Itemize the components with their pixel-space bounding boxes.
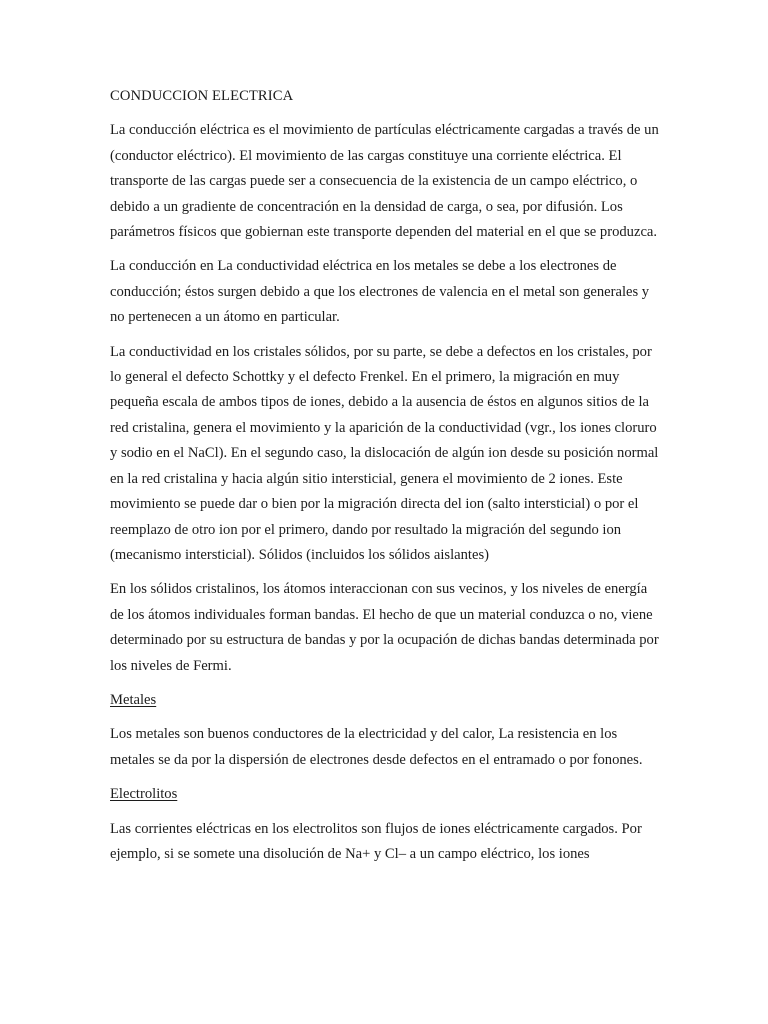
paragraph-band-structure: En los sólidos cristalinos, los átomos interaccionan con sus vecinos, y los niveles de energía de los átomos individuales forman bandas. El hecho de que un material conduzca o no, viene determinado por su estructura de bandas y por la ocupación de dichas bandas determinada por los niveles de Fermi. (110, 581, 659, 674)
document-title: CONDUCCION ELECTRICA (110, 88, 294, 104)
paragraph-metal-conductivity: La conducción en La conductividad eléctrica en los metales se debe a los electrones de conducción; éstos surgen debido a que los electrones de valencia en el metal son generales y no pertenecen a un átomo en particular. (110, 258, 650, 326)
paragraph-metales: Los metales son buenos conductores de la electricidad y del calor, La resistencia en los metales se da por la dispersión de electrones desde defectos en el entramado o por fonones. (110, 726, 643, 768)
paragraph-intro: La conducción eléctrica es el movimiento de partículas eléctricamente cargadas a través de un (conductor eléctrico). El movimiento de las cargas constituye una corriente eléctrica. El transporte de las cargas puede ser a consecuencia de la existencia de un campo eléctrico, o debido a un gradiente de concentración en la densidad de carga, o sea, por difusión. Los parámetros físicos que gobiernan este transporte dependen del material en el que se produzca. (110, 122, 659, 241)
paragraph-electrolitos: Las corrientes eléctricas en los electrolitos son flujos de iones eléctricamente cargados. Por ejemplo, si se somete una disolución de Na+ y Cl– a un campo eléctrico, los iones (110, 820, 642, 862)
document-body (110, 84, 662, 876)
section-heading-electrolitos: Electrolitos (110, 786, 178, 803)
section-heading-metales: Metales (110, 691, 157, 708)
paragraph-crystal-conductivity: La conductividad en los cristales sólidos, por su parte, se debe a defectos en los cristales, por lo general el defecto Schottky y el defecto Frenkel. En el primero, la migración en muy pequeña escala de ambos tipos de iones, debido a la ausencia de éstos en algunos sitios de la red cristalina, genera el movimiento y la aparición de la conductividad (vgr., los iones cloruro y sodio en el NaCl). En el segundo caso, la dislocación de algún ion desde su posición normal en la red cristalina y hacia algún sitio intersticial, genera el movimiento de 2 iones. Este movimiento se puede dar o bien por la migración directa del ion (salto intersticial) o por el reemplazo de otro ion por el primero, dando por resultado la migración del segundo ion (mecanismo intersticial). Sólidos (incluidos los sólidos aislantes) (110, 343, 659, 563)
